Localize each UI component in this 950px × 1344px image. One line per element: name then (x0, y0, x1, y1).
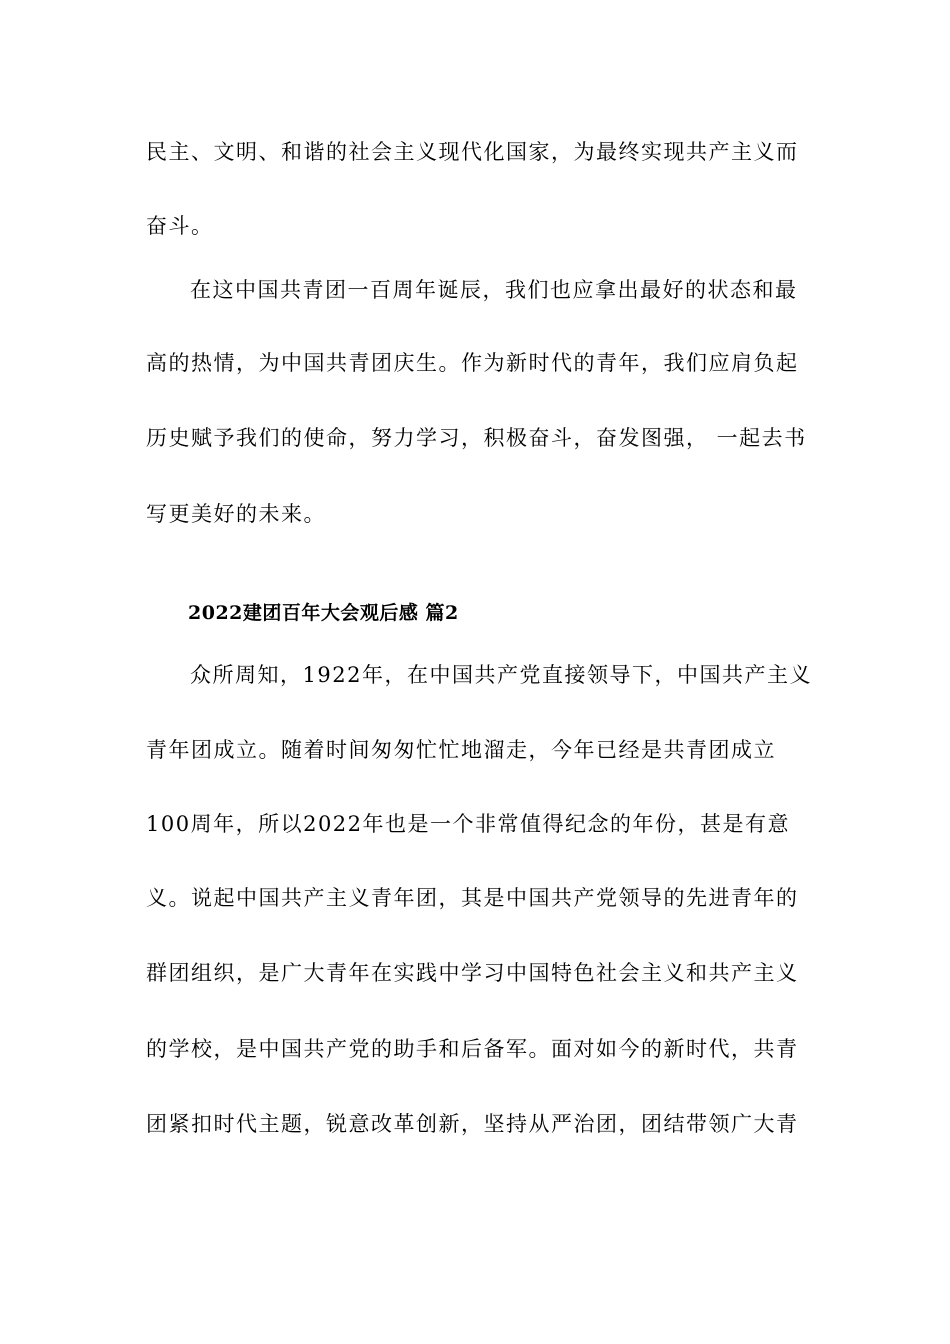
paragraph-line: 义。说起中国共产主义青年团，其是中国共产党领导的先进青年的 (146, 886, 799, 910)
paragraph-line: 群团组织，是广大青年在实践中学习中国特色社会主义和共产主义 (146, 961, 799, 985)
paragraph-line: 在这中国共青团一百周年诞辰，我们也应拿出最好的状态和最 (190, 278, 798, 302)
paragraph-line: 写更美好的未来。 (146, 502, 326, 526)
paragraph-line: 民主、文明、和谐的社会主义现代化国家，为最终实现共产主义而 (146, 140, 799, 164)
paragraph-line: 高的热情，为中国共青团庆生。作为新时代的青年，我们应肩负起 (146, 351, 799, 375)
paragraph-line: 历史赋予我们的使命，努力学习，积极奋斗，奋发图强， 一起去书 (146, 426, 807, 450)
paragraph-line: 众所周知，1922年，在中国共产党直接领导下，中国共产主义 (190, 663, 812, 687)
paragraph-line: 奋斗。 (146, 214, 214, 238)
paragraph-line: 青年团成立。随着时间匆匆忙忙地溜走，今年已经是共青团成立 (146, 738, 776, 762)
section-heading: 2022建团百年大会观后感 篇2 (188, 602, 459, 624)
paragraph-line: 团紧扣时代主题，锐意改革创新，坚持从严治团，团结带领广大青 (146, 1112, 799, 1136)
paragraph-line: 100周年，所以2022年也是一个非常值得纪念的年份，甚是有意 (146, 812, 791, 836)
paragraph-line: 的学校，是中国共产党的助手和后备军。面对如今的新时代，共青 (146, 1037, 799, 1061)
